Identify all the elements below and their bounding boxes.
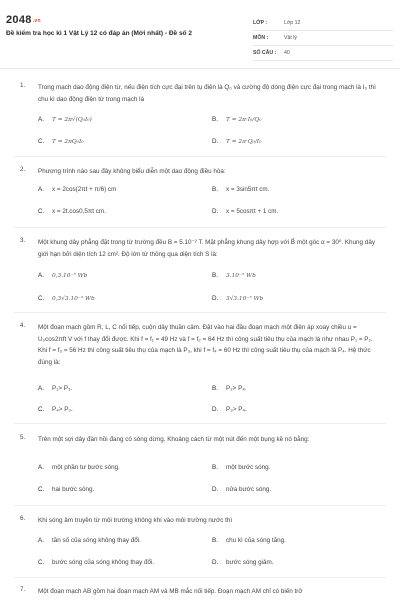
question-number: 7. [20,586,26,593]
question-text: Một khung dây phẳng đặt trong từ trường đều B = 5.10⁻² T. Mặt phẳng khung dây hợp với B⃗ một góc α = 30⁰. Khung dây giới hạn bởi diện tích 12 cm². Độ lớn từ thông qua diện tích S là: [38,239,375,258]
option-b[interactable]: B. x = 3sin5πt cm. [212,186,270,193]
option-d[interactable]: D. 3√3.10⁻⁵ Wb [212,295,264,302]
meta-key: SỐ CÂU : [253,50,277,56]
question-divider [14,156,386,157]
question-divider [14,577,386,578]
meta-value: Vật lý [284,35,297,41]
option-a[interactable]: A. T = 2π√(Q₀I₀) [38,116,92,123]
question-text: Một đoạn mạch gồm R, L, C nối tiếp, cuộn dây thuần cảm. Đặt vào hai đầu đoạn mạch một điện áp xoay chiều u = U₀cos2πft V với f thay đổi được. Khi f = f₁ = 49 Hz và f = f₂ = 64 Hz thì công suất tiêu thụ của mạch là như nhau P₁ = P₂. Khi f = f₃ = 56 Hz thì công suất tiêu thụ của mạch là P₃, khi f = f₄ = 60 Hz thì công suất tiêu thụ của mạch là P₄. Hệ thức đúng là: [38,324,373,366]
meta-table [253,16,393,61]
question-number: 5. [20,434,26,441]
page-header [0,0,400,62]
option-a[interactable]: A. x = 2cos(2πt + π/6) cm [38,186,117,193]
meta-row-class [253,16,393,31]
meta-key: LỚP : [253,20,268,26]
page-title: Đề kiểm tra học kì 1 Vật Lý 12 có đáp án (Mới nhất) - Đề số 2 [6,30,192,37]
option-c[interactable]: C. 0,3√3.10⁻⁵ Wb [38,295,95,302]
option-b[interactable]: B. chu kì của sóng tăng. [212,537,286,544]
question-text: Trên một sợi dây đàn hồi đang có sóng dừng. Khoảng cách từ một nút đến một bụng kề nó bằng: [38,436,310,443]
option-c[interactable]: C. bước sóng của sóng không thay đổi. [38,559,155,566]
question-number: 3. [20,237,26,244]
option-a[interactable]: A. P₁> P₃. [38,385,73,392]
question-text: Một đoạn mạch AB gồm hai đoạn mạch AM và MB mắc nối tiếp. Đoạn mạch AM chỉ có biến trở [38,588,303,595]
option-d[interactable]: D. nửa bước sóng. [212,486,272,493]
option-a[interactable]: A. 0,3.10⁻⁵ Wb [38,272,88,279]
option-c[interactable]: C. T = 2πQ₀I₀ [38,138,84,145]
question-text: Phương trình nào sau đây không biểu diễn một dao động điều hòa: [38,168,226,175]
question-text: Trong mạch dao động điện từ, nếu điện tích cực đại trên tụ điện là Q₀ và cường độ dòng điện cực đại trong mạch là I₀ thì chu kì dao động điện từ trong mạch là [38,84,376,103]
meta-row-subject [253,31,393,46]
option-c[interactable]: C. P₄> P₃. [38,406,73,413]
option-d[interactable]: D. x = 5cosπt + 1 cm. [212,208,279,215]
option-a[interactable]: A. một phần tư bước sóng. [38,464,120,471]
question-number: 1. [20,82,26,89]
option-b[interactable]: B. T = 2π·I₀/Q₀ [212,116,262,123]
option-a[interactable]: A. tần số của sóng không thay đổi. [38,537,141,544]
question-divider [14,227,386,228]
option-b[interactable]: B. P₂> P₄. [212,385,247,392]
option-d[interactable]: D. bước sóng giảm. [212,559,274,566]
question-number: 2. [20,166,26,173]
meta-value: 40 [284,50,290,56]
header-divider [0,68,400,69]
option-c[interactable]: C. hai bước sóng. [38,486,95,493]
option-d[interactable]: D. P₃> P₄. [212,406,247,413]
site-logo[interactable]: $2048^{.vn}$ [6,14,41,26]
question-number: 4. [20,322,26,329]
option-d[interactable]: D. T = 2π·Q₀/I₀ [212,138,262,145]
option-b[interactable]: B. 3.10⁻⁵ Wb [212,272,256,279]
question-text: Khi sóng âm truyền từ môi trường không khí vào môi trường nước thì [38,517,233,524]
option-b[interactable]: B. một bước sóng. [212,464,271,471]
meta-value: Lớp 12 [284,20,301,26]
option-c[interactable]: C. x = 2t.cos0,5πt cm. [38,208,106,215]
question-divider [14,423,386,424]
meta-key: MÔN : [253,35,269,41]
meta-row-count [253,46,393,61]
question-divider [14,312,386,313]
question-divider [14,505,386,506]
question-number: 6. [20,515,26,522]
